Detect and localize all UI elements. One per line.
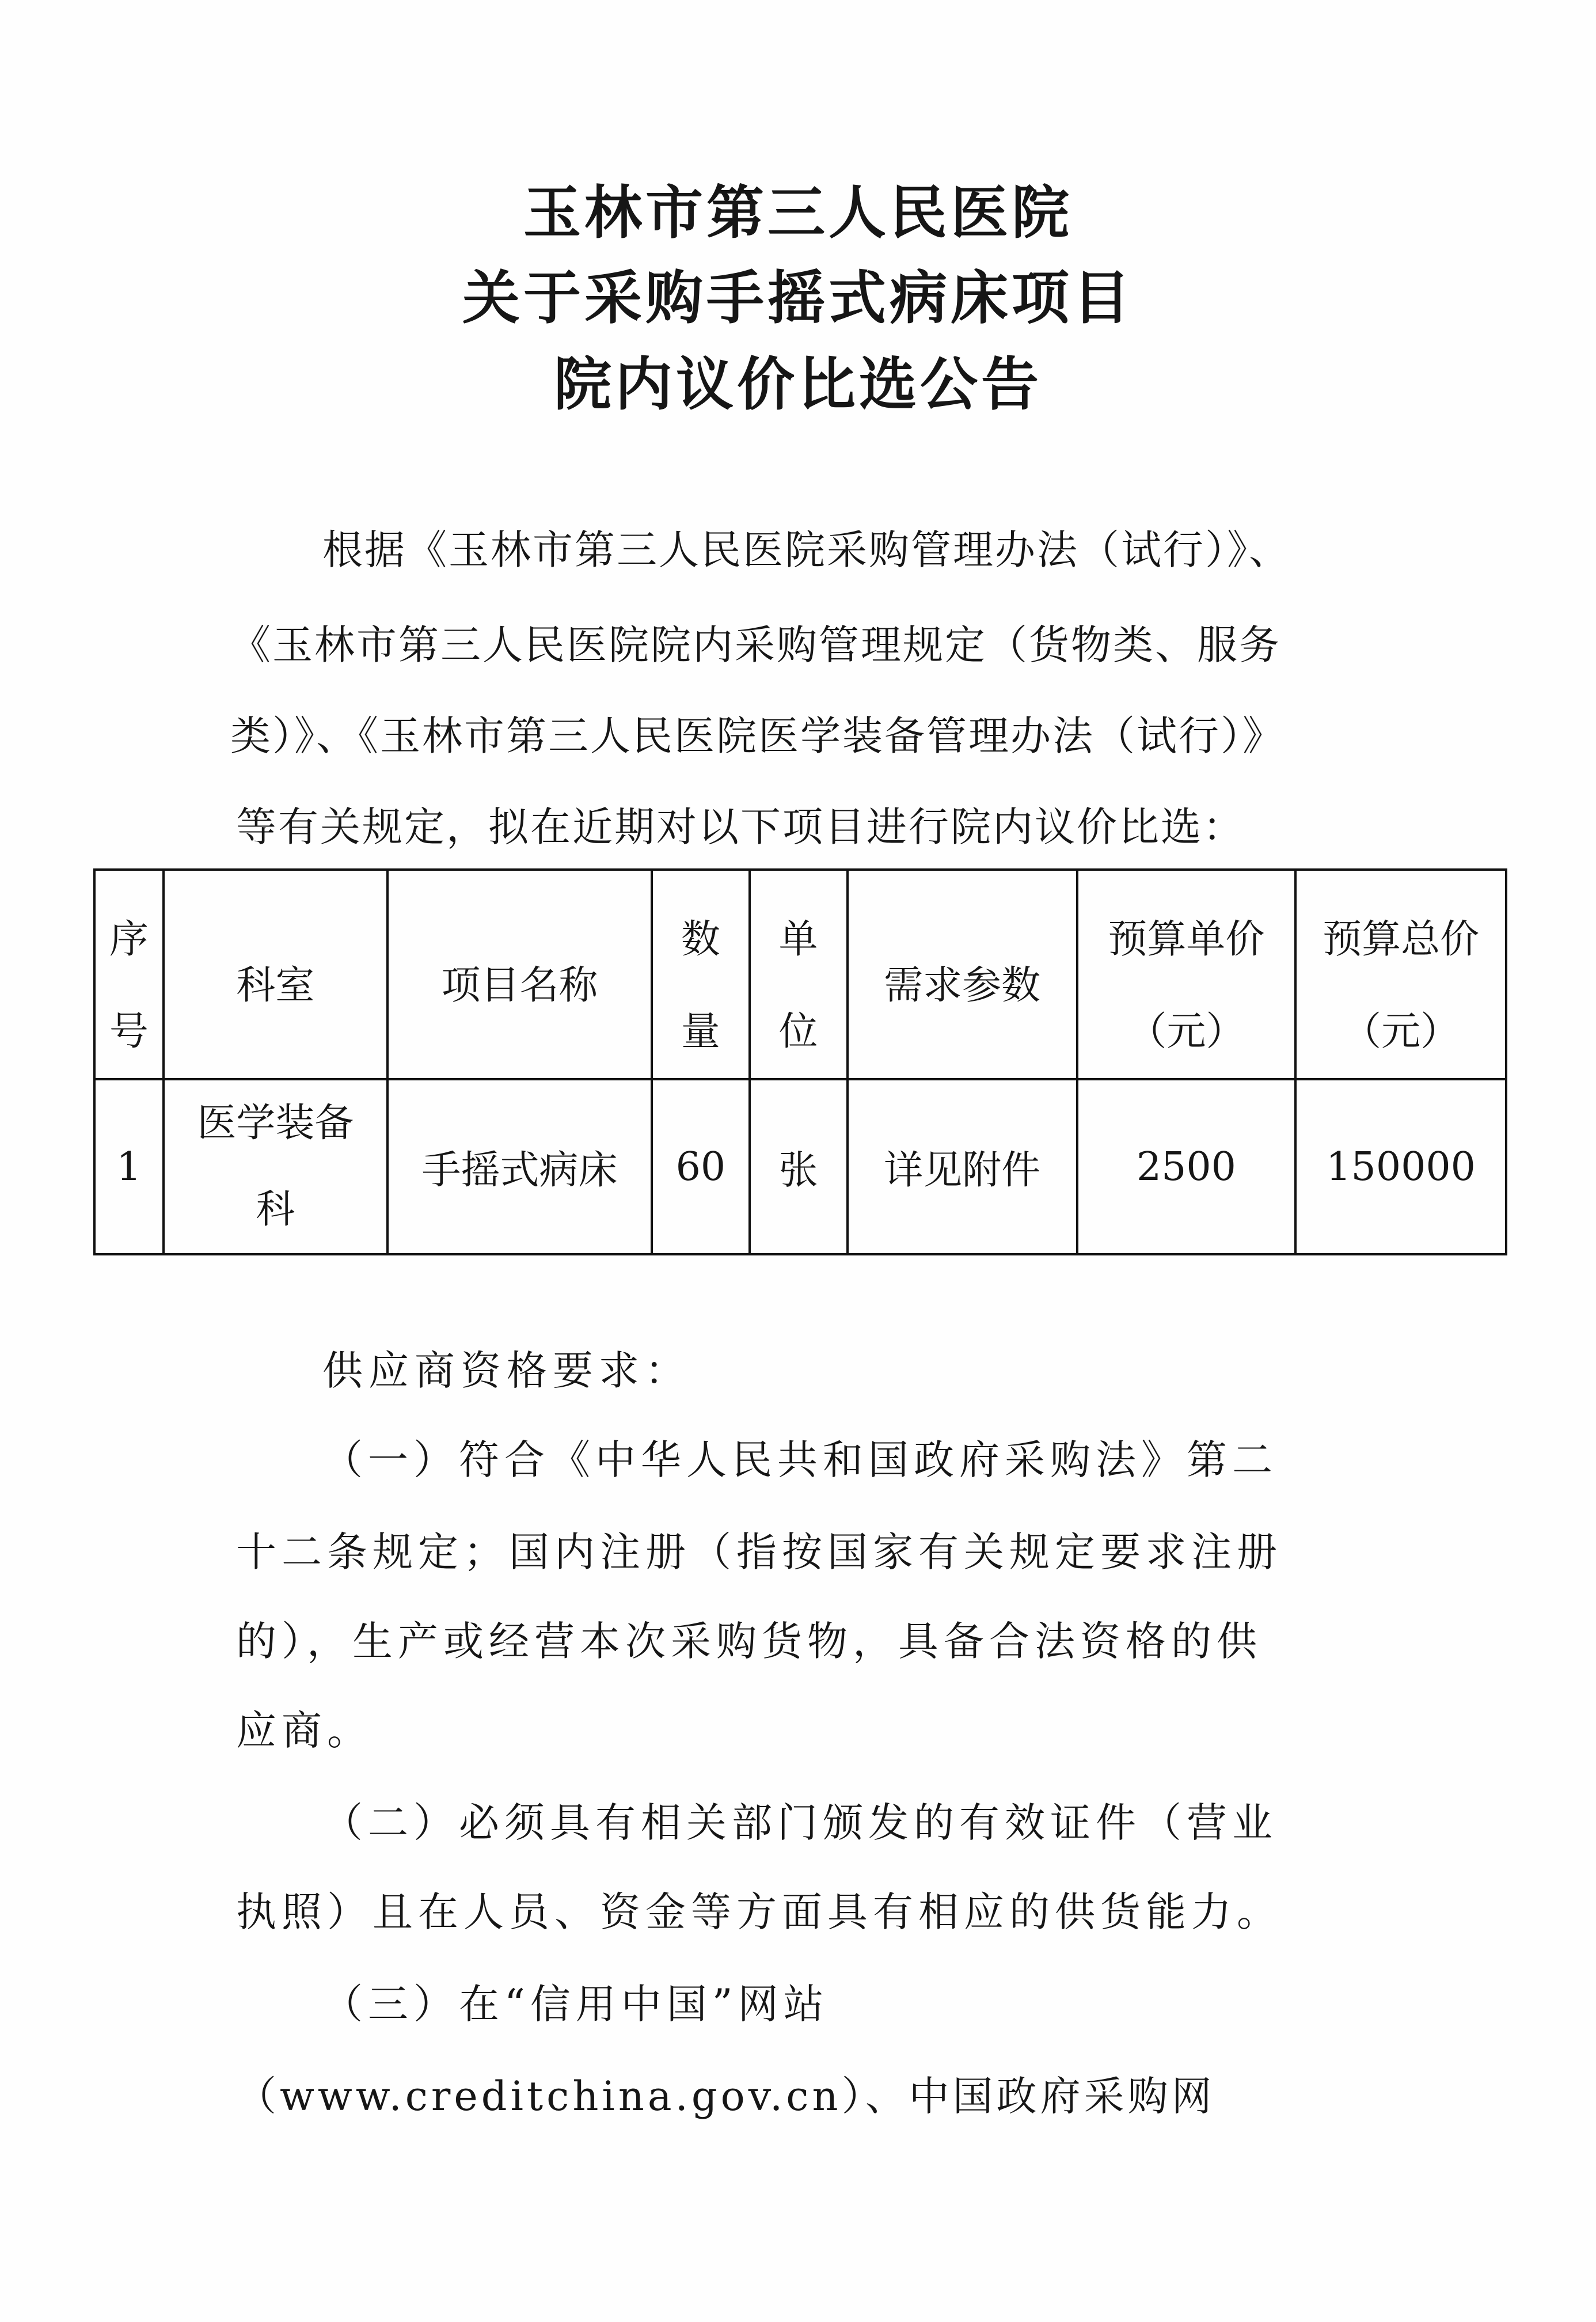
cell-name: 手摇式病床 (387, 1079, 652, 1254)
cell-total-price: 150000 (1295, 1079, 1506, 1254)
procurement-table (93, 868, 1507, 1255)
req1-line-2: 十二条规定；国内注册（指按国家有关规定要求注册 (236, 1528, 1282, 1576)
req1-line-3: 的），生产或经营本次采购货物，具备合法资格的供 (236, 1618, 1262, 1665)
intro-line-1: 根据《玉林市第三人民医院采购管理办法（试行）》、 (322, 526, 1291, 574)
header-total-price: 预算总价 （元） (1295, 870, 1506, 1079)
title-line-2: 关于采购手摇式病床项目 (462, 264, 1134, 332)
requirements-heading: 供应商资格要求： (322, 1347, 691, 1394)
intro-line-4: 等有关规定，拟在近期对以下项目进行院内议价比选： (236, 803, 1245, 851)
req2-line-2: 执照）且在人员、资金等方面具有相应的供货能力。 (236, 1888, 1282, 1936)
req1-line-1: （一）符合《中华人民共和国政府采购法》第二 (322, 1436, 1278, 1483)
header-seq: 序 号 (94, 870, 164, 1079)
req2-line-1: （二）必须具有相关部门颁发的有效证件（营业 (322, 1799, 1278, 1846)
cell-params: 详见附件 (848, 1079, 1077, 1254)
table-header-row (94, 870, 1506, 1079)
header-name: 项目名称 (387, 870, 652, 1079)
intro-line-2: 《玉林市第三人民医院院内采购管理规定（货物类、服务 (230, 621, 1281, 669)
header-params: 需求参数 (848, 870, 1077, 1079)
cell-qty: 60 (652, 1079, 750, 1254)
cell-unit: 张 (750, 1079, 848, 1254)
header-dept: 科室 (164, 870, 387, 1079)
header-unit-price: 预算单价 （元） (1077, 870, 1296, 1079)
cell-seq: 1 (94, 1079, 164, 1254)
header-unit: 单 位 (750, 870, 848, 1079)
title-line-1: 玉林市第三人民医院 (523, 179, 1073, 246)
req3-line-1: （三）在“信用中国”网站 (322, 1980, 829, 2028)
cell-dept: 医学装备 科 (164, 1079, 387, 1254)
cell-unit-price: 2500 (1077, 1079, 1296, 1254)
req1-line-4: 应商。 (236, 1707, 373, 1754)
title-line-3: 院内议价比选公告 (554, 351, 1042, 418)
header-qty: 数 量 (652, 870, 750, 1079)
req3-line-2: （www.creditchina.gov.cn）、中国政府采购网 (236, 2073, 1215, 2120)
intro-line-3: 类）》、《玉林市第三人民医院医学装备管理办法（试行）》 (230, 712, 1285, 760)
table-row (94, 1079, 1506, 1254)
